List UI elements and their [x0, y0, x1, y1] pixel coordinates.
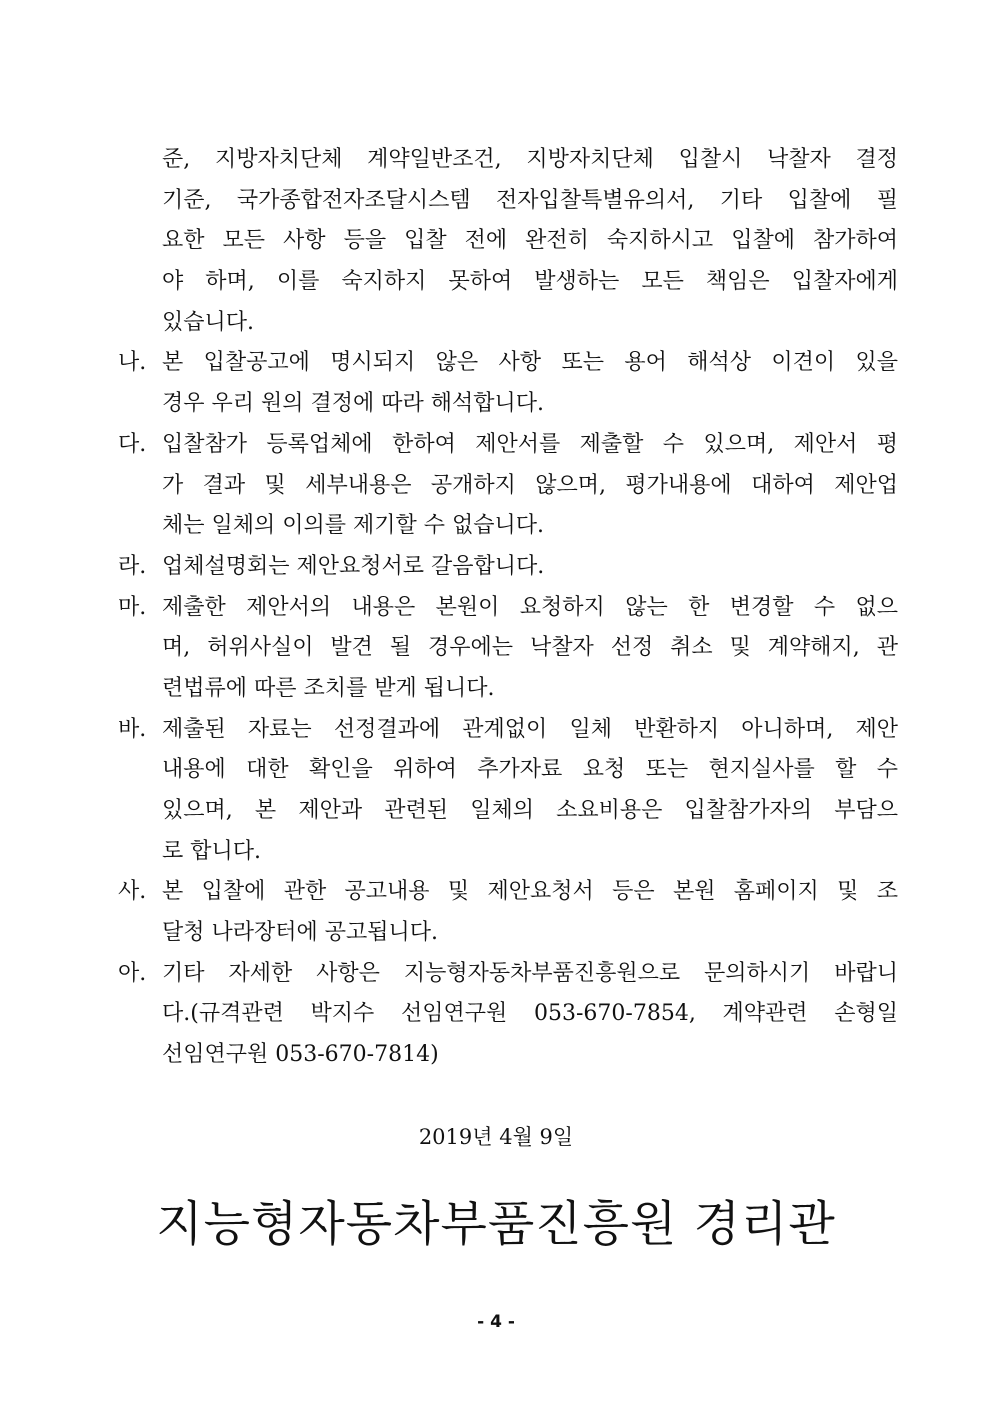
text-line: 내용에 대한 확인을 위하여 추가자료 요청 또는 현지실사를 할 수: [162, 757, 898, 783]
list-item-da: [118, 425, 898, 547]
item-marker: 바.: [118, 716, 147, 742]
text-line: 달청 나라장터에 공고됩니다.: [162, 920, 439, 946]
text-line: 선임연구원 053-670-7814): [162, 1042, 439, 1068]
text-line: 준, 지방자치단체 계약일반조건, 지방자치단체 입찰시 낙찰자 결정: [162, 147, 898, 172]
text-line: 경우 우리 원의 결정에 따라 해석합니다.: [162, 391, 544, 417]
item-marker: 라.: [118, 553, 147, 579]
text-line: 기준, 국가종합전자조달시스템 전자입찰특별유의서, 기타 입찰에 필: [162, 187, 898, 213]
item-marker: 사.: [118, 879, 147, 905]
text-line: 로 합니다.: [162, 838, 261, 864]
text-line: 제출된 자료는 선정결과에 관계없이 일체 반환하지 아니하며, 제안: [162, 716, 898, 742]
text-line: 있습니다.: [162, 309, 255, 335]
text-line: 야 하며, 이를 숙지하지 못하여 발생하는 모든 책임은 입찰자에게: [162, 269, 898, 295]
list-item-ra: [118, 547, 898, 588]
notice-date: 2019년 4월 9일: [418, 1125, 574, 1149]
item-marker: 나.: [118, 350, 147, 376]
list-item-na: [118, 343, 898, 424]
continuation-paragraph: [118, 140, 898, 343]
text-line: 며, 허위사실이 발견 될 경우에는 낙찰자 선정 취소 및 계약해지, 관: [162, 635, 898, 661]
page-number: - 4 -: [477, 1312, 515, 1332]
text-line: 본 입찰에 관한 공고내용 및 제안요청서 등은 본원 홈페이지 및 조: [162, 879, 898, 905]
list-item-ma: [118, 588, 898, 710]
issuing-organization: 지능형자동차부품진흥원 경리관: [156, 1196, 836, 1252]
text-line: 요한 모든 사항 등을 입찰 전에 완전히 숙지하시고 입찰에 참가하여: [162, 228, 898, 254]
list-item-a: [118, 954, 898, 1076]
text-line: 가 결과 및 세부내용은 공개하지 않으며, 평가내용에 대하여 제안업: [162, 472, 898, 498]
text-line: 본 입찰공고에 명시되지 않은 사항 또는 용어 해석상 이견이 있을: [162, 350, 898, 376]
list-item-ba: [118, 710, 898, 873]
text-line: 제출한 제안서의 내용은 본원이 요청하지 않는 한 변경할 수 없으: [162, 594, 898, 620]
item-marker: 마.: [118, 594, 147, 620]
text-line: 련법류에 따른 조치를 받게 됩니다.: [162, 675, 495, 701]
item-marker: 아.: [118, 960, 147, 986]
text-line: 기타 자세한 사항은 지능형자동차부품진흥원으로 문의하시기 바랍니: [162, 960, 898, 986]
notice-body: [118, 140, 898, 1076]
item-marker: 다.: [118, 431, 147, 457]
text-line: 다.(규격관련 박지수 선임연구원 053-670-7854, 계약관련 손형일: [162, 1001, 898, 1027]
text-line: 입찰참가 등록업체에 한하여 제안서를 제출할 수 있으며, 제안서 평: [162, 431, 898, 457]
text-line: 업체설명회는 제안요청서로 갈음합니다.: [162, 553, 545, 579]
text-line: 있으며, 본 제안과 관련된 일체의 소요비용은 입찰참가자의 부담으: [162, 798, 898, 823]
text-line: 체는 일체의 이의를 제기할 수 없습니다.: [162, 513, 544, 539]
list-item-sa: [118, 872, 898, 953]
